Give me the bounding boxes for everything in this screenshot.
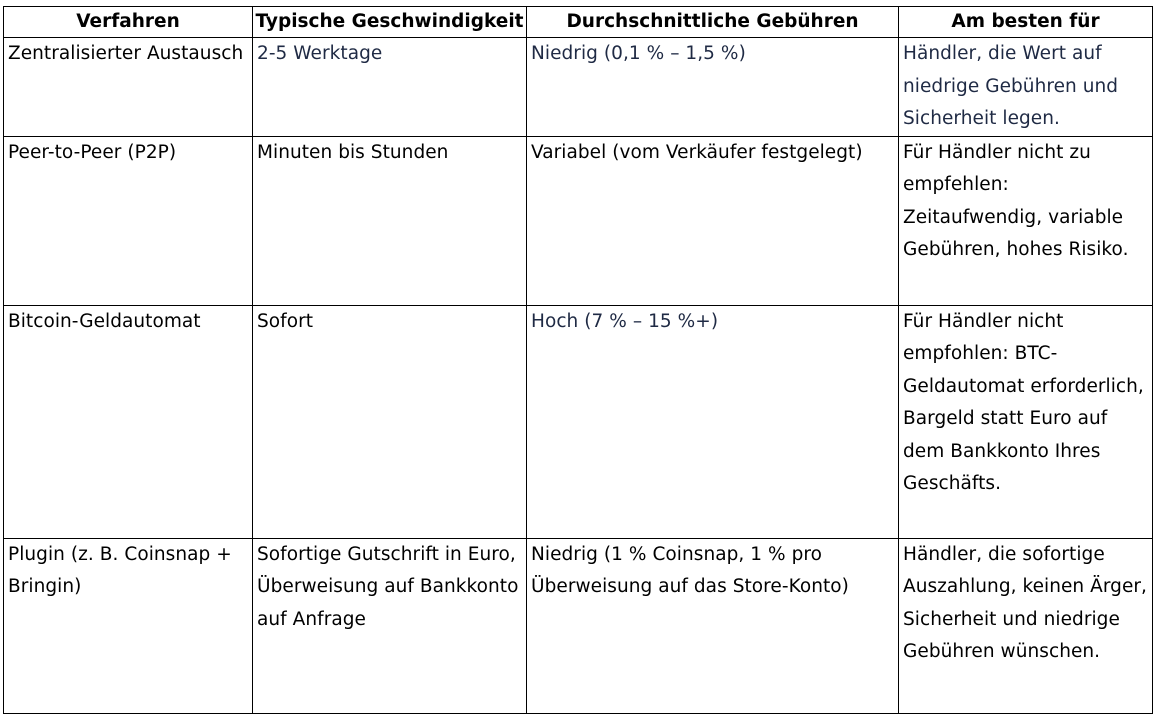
cell-best-for: Für Händler nicht zu empfehlen: Zeitaufwendig, variable Gebühren, hohes Risiko. xyxy=(899,136,1153,305)
table-row xyxy=(4,136,1153,305)
cell-speed: Sofort xyxy=(253,305,527,538)
cell-fees: Variabel (vom Verkäufer festgelegt) xyxy=(527,136,899,305)
cell-best-for: Für Händler nicht empfohlen: BTC-Geldautomat erforderlich, Bargeld statt Euro auf dem Bankkonto Ihres Geschäfts. xyxy=(899,305,1153,538)
cell-speed: 2-5 Werktage xyxy=(253,38,527,137)
cell-method: Peer-to-Peer (P2P) xyxy=(4,136,253,305)
cell-best-for: Händler, die Wert auf niedrige Gebühren und Sicherheit legen. xyxy=(899,38,1153,137)
table-row xyxy=(4,305,1153,538)
cell-fees: Hoch (7 % – 15 %+) xyxy=(527,305,899,538)
table-row xyxy=(4,538,1153,713)
table-row xyxy=(4,38,1153,137)
cell-best-for: Händler, die sofortige Auszahlung, keinen Ärger, Sicherheit und niedrige Gebühren wünschen. xyxy=(899,538,1153,713)
header-speed: Typische Geschwindigkeit xyxy=(253,7,527,38)
cell-method: Bitcoin-Geldautomat xyxy=(4,305,253,538)
header-row xyxy=(4,7,1153,38)
cell-speed: Sofortige Gutschrift in Euro, Überweisung auf Bankkonto auf Anfrage xyxy=(253,538,527,713)
cell-method: Zentralisierter Austausch xyxy=(4,38,253,137)
cell-fees: Niedrig (1 % Coinsnap, 1 % pro Überweisung auf das Store-Konto) xyxy=(527,538,899,713)
comparison-table xyxy=(3,6,1153,714)
header-method: Verfahren xyxy=(4,7,253,38)
cell-method: Plugin (z. B. Coinsnap + Bringin) xyxy=(4,538,253,713)
header-fees: Durchschnittliche Gebühren xyxy=(527,7,899,38)
cell-speed: Minuten bis Stunden xyxy=(253,136,527,305)
header-best-for: Am besten für xyxy=(899,7,1153,38)
cell-fees: Niedrig (0,1 % – 1,5 %) xyxy=(527,38,899,137)
